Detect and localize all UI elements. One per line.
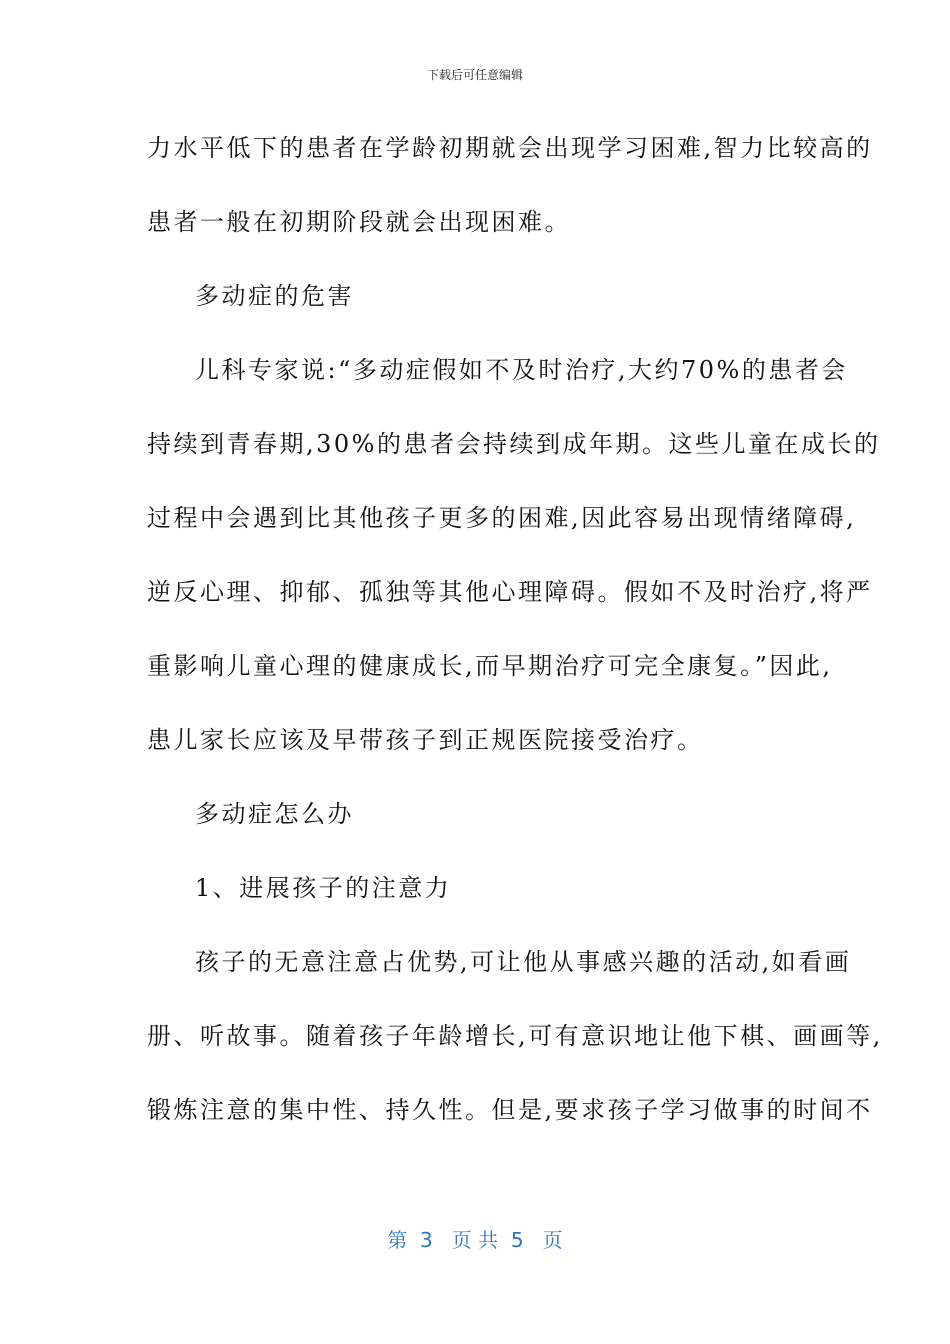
text-line: 逆反心理、抑郁、孤独等其他心理障碍。假如不及时治疗,将严	[147, 578, 873, 606]
page-header: 下载后可任意编辑	[426, 68, 523, 82]
text-line: 重影响儿童心理的健康成长,而早期治疗可完全康复。”因此,	[147, 652, 833, 680]
text-line: 持续到青春期,30%的患者会持续到成年期。这些儿童在成长的	[147, 430, 881, 458]
text-line: 孩子的无意注意占优势,可让他从事感兴趣的活动,如看画	[195, 948, 852, 976]
text-line: 患者一般在初期阶段就会出现困难。	[147, 208, 571, 236]
page-number-footer: 第 3 页 共 5 页	[387, 1228, 563, 1252]
text-line: 患儿家长应该及早带孩子到正规医院接受治疗。	[147, 726, 704, 754]
subsection-heading: 1、进展孩子的注意力	[195, 874, 452, 902]
text-line: 过程中会遇到比其他孩子更多的困难,因此容易出现情绪障碍,	[147, 504, 857, 532]
text-line: 锻炼注意的集中性、持久性。但是,要求孩子学习做事的时间不	[147, 1096, 873, 1124]
section-heading: 多动症怎么办	[195, 800, 354, 828]
text-line: 册、听故事。随着孩子年龄增长,可有意识地让他下棋、画画等,	[147, 1022, 883, 1050]
text-line: 力水平低下的患者在学龄初期就会出现学习困难,智力比较高的	[147, 134, 873, 162]
section-heading: 多动症的危害	[195, 282, 354, 310]
text-line: 儿科专家说:“多动症假如不及时治疗,大约70%的患者会	[195, 356, 848, 384]
